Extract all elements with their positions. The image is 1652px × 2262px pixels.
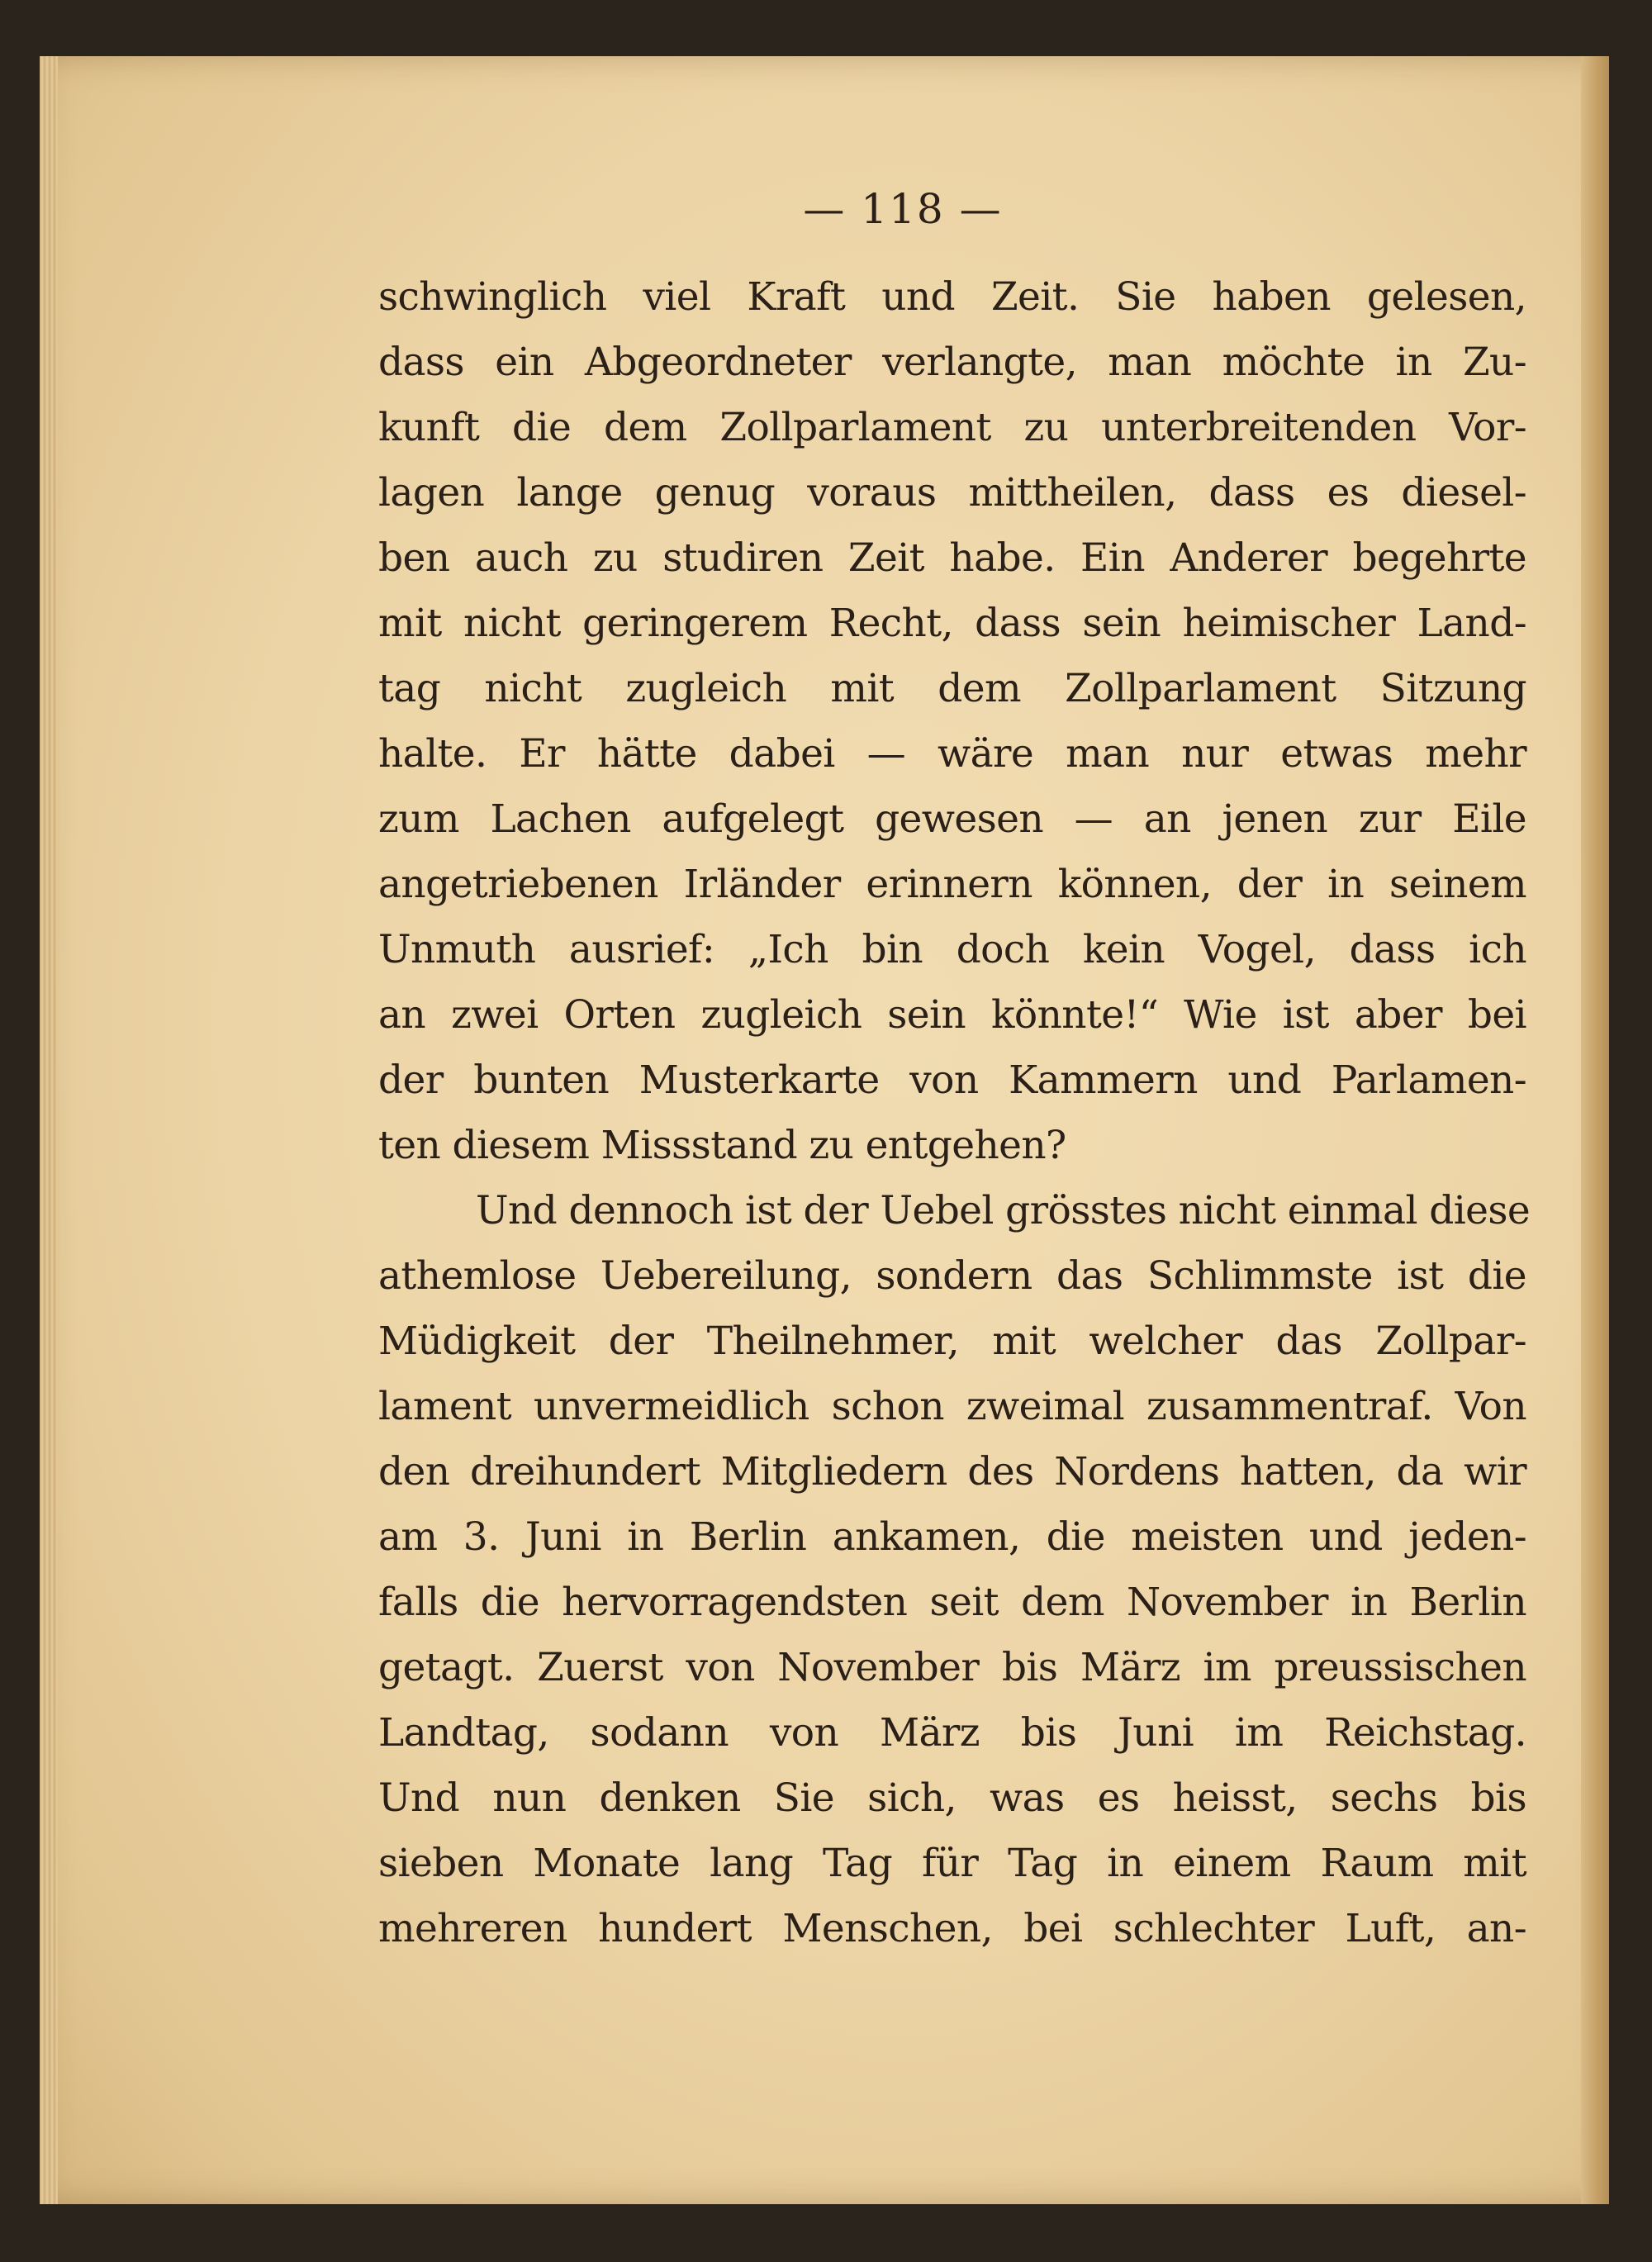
text-line: schwinglich viel Kraft und Zeit. Sie haben gelesen, — [378, 274, 1526, 320]
text-line: mit nicht geringerem Recht, dass sein heimischer Land- — [378, 601, 1526, 646]
text-line: lagen lange genug voraus mittheilen, dass es diesel- — [378, 470, 1526, 516]
text-line: Landtag, sodann von März bis Juni im Reichstag. — [378, 1710, 1526, 1756]
body-text — [378, 264, 1531, 1961]
text-line: an zwei Orten zugleich sein könnte!“ Wie ist aber bei — [378, 992, 1526, 1038]
text-line: am 3. Juni in Berlin ankamen, die meisten und jeden- — [378, 1514, 1526, 1560]
text-line: den dreihundert Mitgliedern des Nordens hatten, da wir — [378, 1449, 1526, 1495]
text-line: angetriebenen Irländer erinnern können, der in seinem — [378, 862, 1526, 907]
text-line: der bunten Musterkarte von Kammern und Parlamen- — [378, 1057, 1526, 1103]
text-line: dass ein Abgeordneter verlangte, man möchte in Zu- — [378, 340, 1526, 385]
text-line: ten diesem Missstand zu entgehen? — [378, 1123, 1066, 1168]
binding-gutter — [1581, 56, 1609, 2204]
page-number: — 118 — — [803, 185, 1003, 233]
text-line: tag nicht zugleich mit dem Zollparlament Sitzung — [378, 666, 1526, 711]
text-line: getagt. Zuerst von November bis März im preussischen — [378, 1645, 1526, 1690]
text-line: athemlose Uebereilung, sondern das Schlimmste ist die — [378, 1253, 1526, 1299]
book-page — [40, 56, 1609, 2204]
text-line: Unmuth ausrief: „Ich bin doch kein Vogel, dass ich — [378, 927, 1526, 972]
text-line: Und nun denken Sie sich, was es heisst, sechs bis — [378, 1775, 1526, 1821]
page-stack-edge — [40, 56, 58, 2204]
text-line: halte. Er hätte dabei — wäre man nur etwas mehr — [378, 731, 1526, 777]
text-line: lament unvermeidlich schon zweimal zusammentraf. Von — [378, 1384, 1526, 1429]
text-line: Müdigkeit der Theilnehmer, mit welcher das Zollpar- — [378, 1319, 1526, 1364]
paragraph-start-line: Und dennoch ist der Uebel grösstes nicht einmal diese — [476, 1188, 1531, 1233]
text-line: kunft die dem Zollparlament zu unterbreitenden Vor- — [378, 405, 1526, 450]
text-line: sieben Monate lang Tag für Tag in einem Raum mit — [378, 1841, 1526, 1886]
text-line: falls die hervorragendsten seit dem November in Berlin — [378, 1580, 1526, 1625]
text-line: ben auch zu studiren Zeit habe. Ein Anderer begehrte — [378, 535, 1526, 581]
text-line: zum Lachen aufgelegt gewesen — an jenen zur Eile — [378, 796, 1526, 842]
text-line: mehreren hundert Menschen, bei schlechter Luft, an- — [378, 1906, 1526, 1951]
text-block — [378, 180, 1531, 1961]
